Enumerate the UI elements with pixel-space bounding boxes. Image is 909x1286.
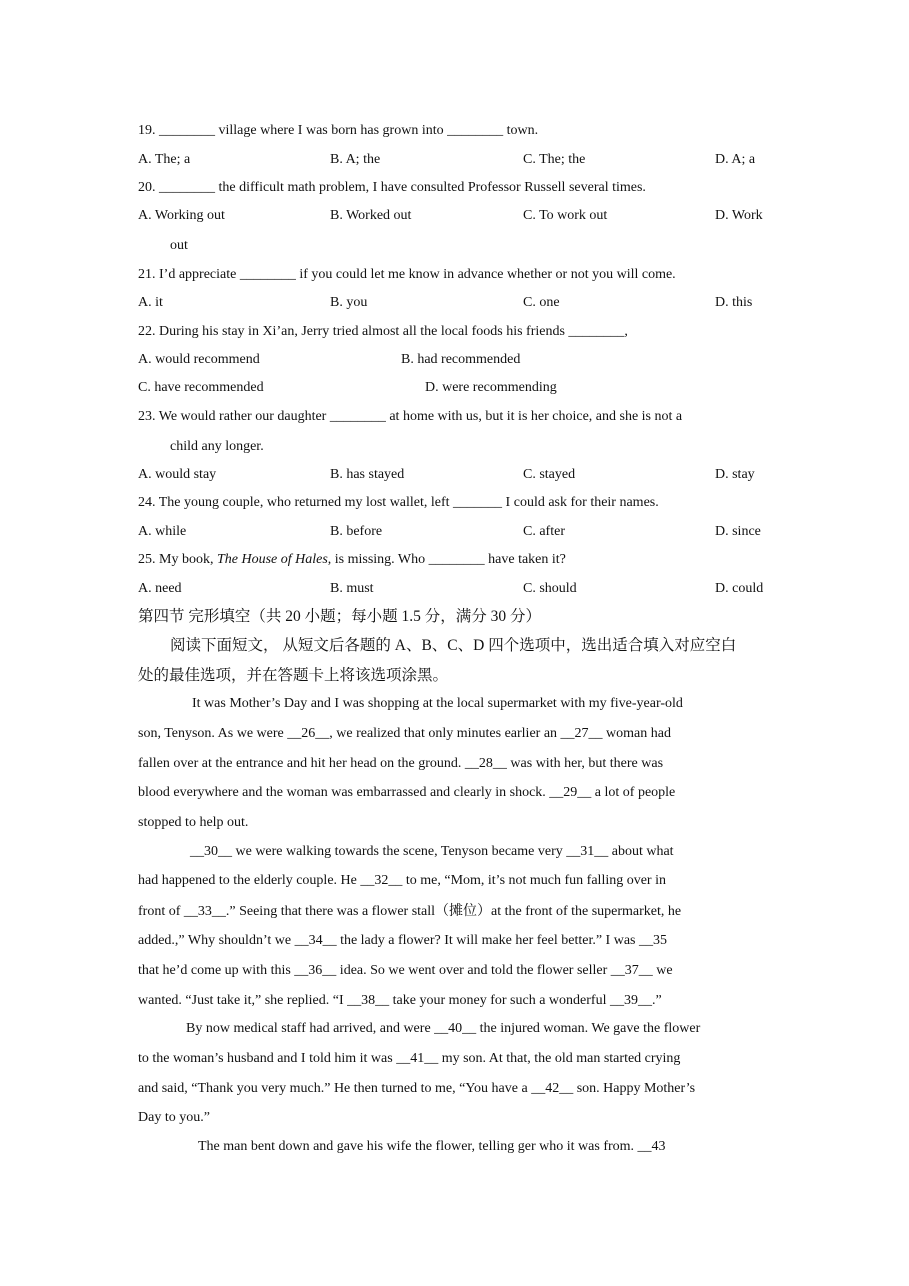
question-20-stem: 20. ________ the difficult math problem, I have consulted Professor Russell several times. [138, 180, 646, 195]
passage-line: added.,” Why shouldn’t we __34__ the lady a flower? It will make her feel better.” I was __35 [138, 933, 667, 948]
passage-line: blood everywhere and the woman was embarrassed and clearly in shock. __29__ a lot of people [138, 785, 676, 800]
q20-option-d-cont: out [170, 238, 188, 253]
passage-line: had happened to the elderly couple. He __32__ to me, “Mom, it’s not much fun falling over in [138, 873, 666, 888]
q23-option-c: C. stayed [523, 467, 576, 482]
question-25-stem [138, 551, 772, 569]
q20-option-d: D. Work [715, 208, 763, 223]
passage-line: to the woman’s husband and I told him it was __41__ my son. At that, the old man started crying [138, 1051, 681, 1066]
q23-option-a: A. would stay [138, 467, 217, 482]
section-instruction-line-1: 阅读下面短文， 从短文后各题的 A、B、C、D 四个选项中，选出适合填入对应空白 [170, 637, 737, 654]
q24-option-c: C. after [523, 524, 565, 539]
passage-line: Day to you.” [138, 1110, 210, 1125]
q20-option-b: B. Worked out [330, 208, 412, 223]
question-22-stem: 22. During his stay in Xi’an, Jerry tried almost all the local foods his friends ________, [138, 324, 628, 339]
q24-option-a: A. while [138, 524, 187, 539]
passage-line: It was Mother’s Day and I was shopping at the local supermarket with my five-year-old [192, 696, 683, 711]
q25-stem-part-1: 25. My book, [138, 552, 217, 567]
passage-line: fallen over at the entrance and hit her head on the ground. __28__ was with her, but there was [138, 756, 664, 771]
q19-option-b: B. A; the [330, 152, 381, 167]
passage-line: son, Tenyson. As we were __26__, we realized that only minutes earlier an __27__ woman had [138, 726, 671, 741]
q22-option-b: B. had recommended [401, 352, 521, 367]
passage-line: stopped to help out. [138, 815, 249, 830]
passage-line: front of __33__.” Seeing that there was a flower stall（摊位）at the front of the supermarket, he [138, 904, 682, 919]
q19-option-d: D. A; a [715, 152, 756, 167]
q20-option-a: A. Working out [138, 208, 225, 223]
q25-stem-part-2: , is missing. Who ________ have taken it? [327, 552, 566, 567]
q24-option-b: B. before [330, 524, 383, 539]
q20-option-c: C. To work out [523, 208, 608, 223]
q21-option-d: D. this [715, 295, 753, 310]
q19-option-c: C. The; the [523, 152, 586, 167]
q21-option-c: C. one [523, 295, 560, 310]
q25-option-c: C. should [523, 581, 577, 596]
q21-option-a: A. it [138, 295, 163, 310]
section-title: 第四节 完形填空（共 20 小题；每小题 1.5 分，满分 30 分） [138, 608, 542, 625]
passage-line: __30__ we were walking towards the scene, Tenyson became very __31__ about what [190, 844, 674, 859]
q19-option-a: A. The; a [138, 152, 191, 167]
q25-book-title: The House of Hales [216, 552, 328, 567]
q22-option-a: A. would recommend [138, 352, 260, 367]
q22-option-c: C. have recommended [138, 380, 264, 395]
question-24-stem: 24. The young couple, who returned my lost wallet, left _______ I could ask for their names. [138, 495, 659, 510]
question-23-stem: 23. We would rather our daughter ________ at home with us, but it is her choice, and she is not a [138, 409, 683, 424]
passage-line: that he’d come up with this __36__ idea. So we went over and told the flower seller __37__ we [138, 963, 673, 978]
question-19-stem: 19. ________ village where I was born has grown into ________ town. [138, 123, 539, 138]
q22-option-d: D. were recommending [425, 380, 557, 395]
q24-option-d: D. since [715, 524, 761, 539]
question-21-stem: 21. I’d appreciate ________ if you could let me know in advance whether or not you will come. [138, 267, 676, 282]
passage-line: By now medical staff had arrived, and were __40__ the injured woman. We gave the flower [186, 1021, 701, 1036]
q25-option-b: B. must [330, 581, 374, 596]
passage-line: wanted. “Just take it,” she replied. “I __38__ take your money for such a wonderful __39__.” [138, 993, 662, 1008]
q25-option-d: D. could [715, 581, 764, 596]
q21-option-b: B. you [330, 295, 368, 310]
q25-option-a: A. need [138, 581, 182, 596]
passage-line: The man bent down and gave his wife the flower, telling ger who it was from. __43 [198, 1139, 666, 1154]
q23-option-d: D. stay [715, 467, 755, 482]
passage-line: and said, “Thank you very much.” He then turned to me, “You have a __42__ son. Happy Mother’s [138, 1081, 696, 1096]
question-23-stem-cont: child any longer. [170, 439, 264, 454]
q23-option-b: B. has stayed [330, 467, 405, 482]
section-instruction-line-2: 处的最佳选项，并在答题卡上将该选项涂黑。 [138, 667, 449, 684]
